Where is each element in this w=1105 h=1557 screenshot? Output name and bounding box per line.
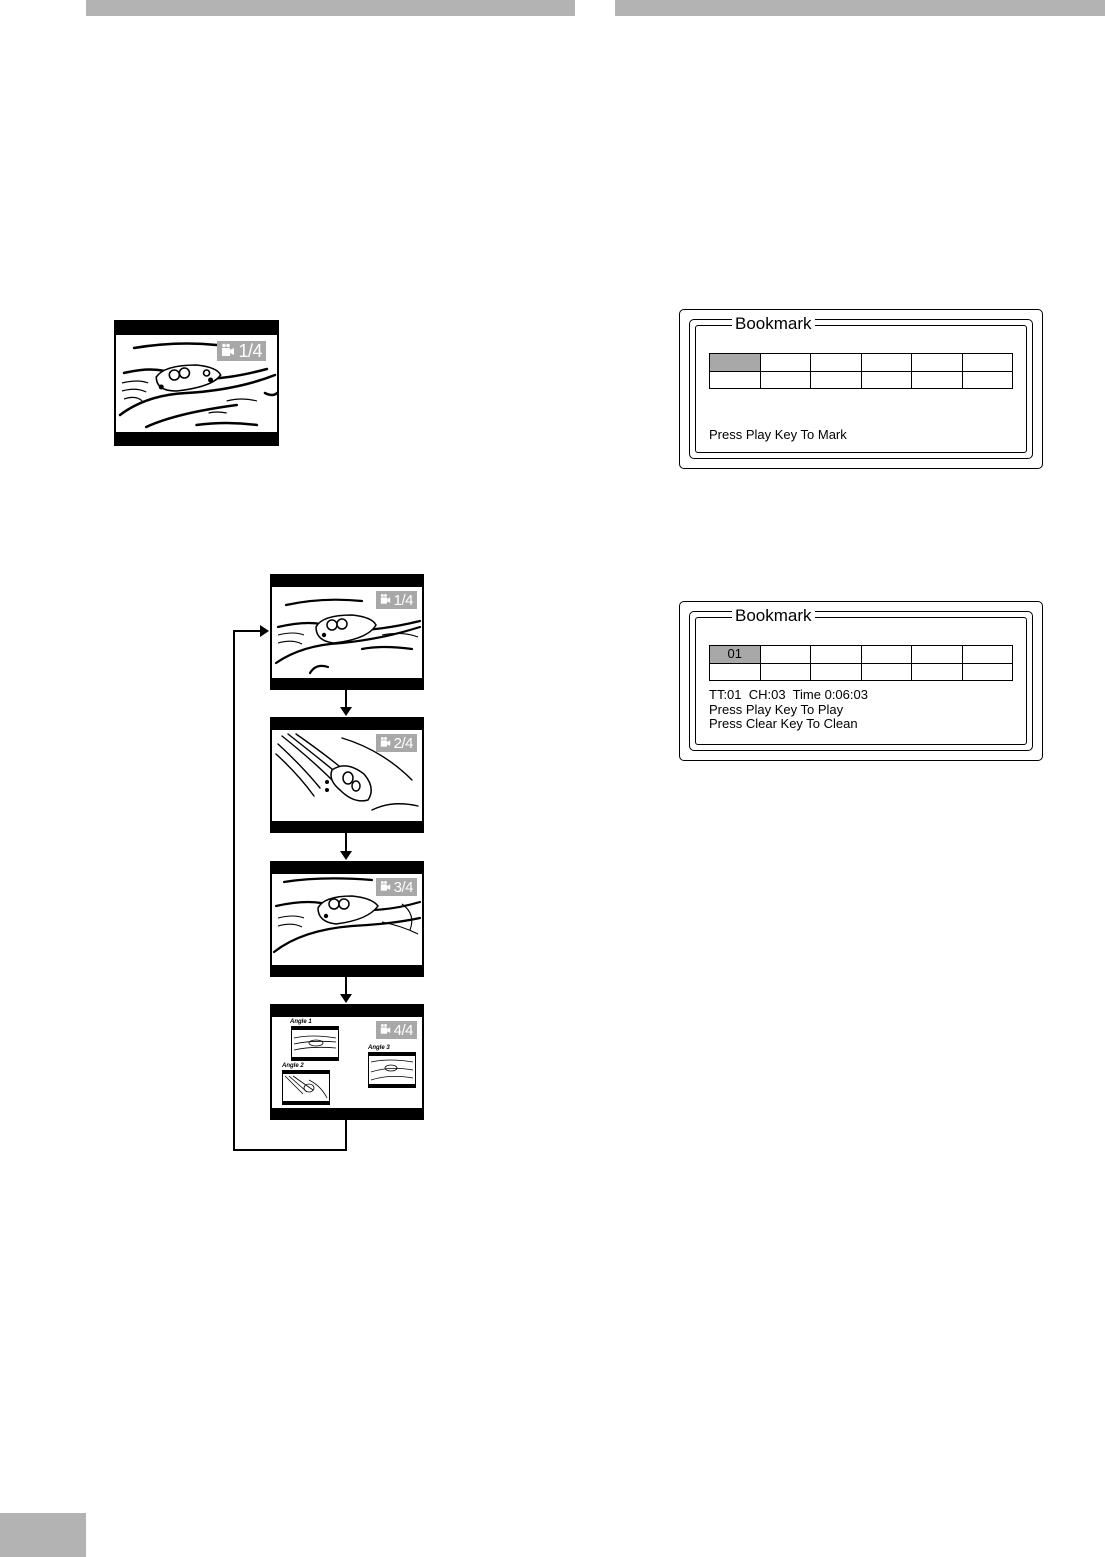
angle-3-label: Angle 3 [368, 1045, 390, 1051]
arrow-right-icon [260, 625, 269, 637]
angle-indicator-badge [376, 1021, 417, 1039]
angle-example-screen [114, 320, 279, 446]
bookmark-slot[interactable] [811, 354, 862, 372]
angle-1-label: Angle 1 [290, 1019, 312, 1025]
bookmark-slot[interactable] [861, 663, 912, 681]
camera-icon [380, 592, 391, 609]
arrow-down-icon [340, 851, 352, 860]
bookmark-slot[interactable] [962, 371, 1013, 389]
loop-connector [233, 630, 261, 632]
bookmark-slot[interactable] [710, 663, 761, 681]
bookmark-slot[interactable] [962, 663, 1013, 681]
angle-number: 2/4 [393, 734, 413, 752]
camera-icon [221, 341, 235, 362]
bookmark-slot[interactable] [912, 646, 963, 664]
loop-connector [345, 1120, 347, 1151]
bookmark-slot[interactable] [811, 646, 862, 664]
flow-connector [345, 977, 347, 995]
angle-indicator-badge [376, 734, 417, 752]
bookmark-slot[interactable] [912, 354, 963, 372]
arrow-down-icon [340, 994, 352, 1003]
camera-icon [380, 735, 391, 752]
page-number-tab [0, 1513, 86, 1557]
bookmark-slot[interactable] [710, 354, 761, 372]
bookmark-title: Bookmark [732, 314, 815, 334]
loop-connector [233, 630, 235, 1151]
bookmark-slot[interactable] [760, 371, 811, 389]
angle-number: 1/4 [238, 340, 262, 361]
angle-screen-2 [270, 717, 424, 833]
bookmark-slot[interactable] [962, 354, 1013, 372]
arrow-down-icon [340, 707, 352, 716]
bookmark-slot[interactable] [710, 371, 761, 389]
angle-indicator-badge [217, 341, 266, 361]
angle-screen-1 [270, 574, 424, 690]
angle-number: 1/4 [393, 591, 413, 609]
angle-screen-3 [270, 861, 424, 977]
bookmark-slot[interactable] [760, 646, 811, 664]
bookmark-slot[interactable] [912, 663, 963, 681]
bookmark-clear-message: Press Clear Key To Clean [709, 716, 858, 731]
bookmark-slot[interactable] [962, 646, 1013, 664]
bookmark-slot[interactable] [811, 663, 862, 681]
bookmark-slots [709, 645, 1013, 681]
bookmark-panel-empty [679, 309, 1043, 469]
angle-number: 3/4 [393, 878, 413, 896]
angle-number: 4/4 [393, 1021, 413, 1039]
bookmark-slots [709, 353, 1013, 389]
flow-connector [345, 833, 347, 851]
angle-2-thumbnail [282, 1070, 330, 1105]
angle-indicator-badge [376, 878, 417, 896]
bookmark-message: Press Play Key To Mark [709, 427, 847, 442]
bookmark-info-line: TT:01 CH:03 Time 0:06:03 [709, 687, 868, 702]
bookmark-slot[interactable] [912, 371, 963, 389]
bookmark-slot[interactable] [811, 371, 862, 389]
bookmark-slot[interactable] [861, 354, 912, 372]
angle-indicator-badge [376, 591, 417, 609]
bookmark-slot[interactable] [760, 354, 811, 372]
camera-icon [380, 1022, 391, 1039]
header-bar-left [86, 0, 575, 16]
bookmark-panel-set [679, 601, 1043, 761]
angle-2-label: Angle 2 [282, 1063, 304, 1069]
flow-connector [345, 690, 347, 708]
bookmark-slot[interactable] [760, 663, 811, 681]
bookmark-slot[interactable] [861, 646, 912, 664]
bookmark-play-message: Press Play Key To Play [709, 701, 844, 717]
loop-connector [233, 1149, 347, 1151]
bookmark-slot[interactable]: 01 [710, 646, 761, 664]
camera-icon [380, 879, 391, 896]
angle-screen-4 [270, 1004, 424, 1120]
bookmark-title: Bookmark [732, 606, 815, 626]
angle-1-thumbnail [291, 1026, 339, 1061]
header-bar-right [615, 0, 1105, 16]
angle-3-thumbnail [368, 1052, 416, 1088]
bookmark-slot[interactable] [861, 371, 912, 389]
